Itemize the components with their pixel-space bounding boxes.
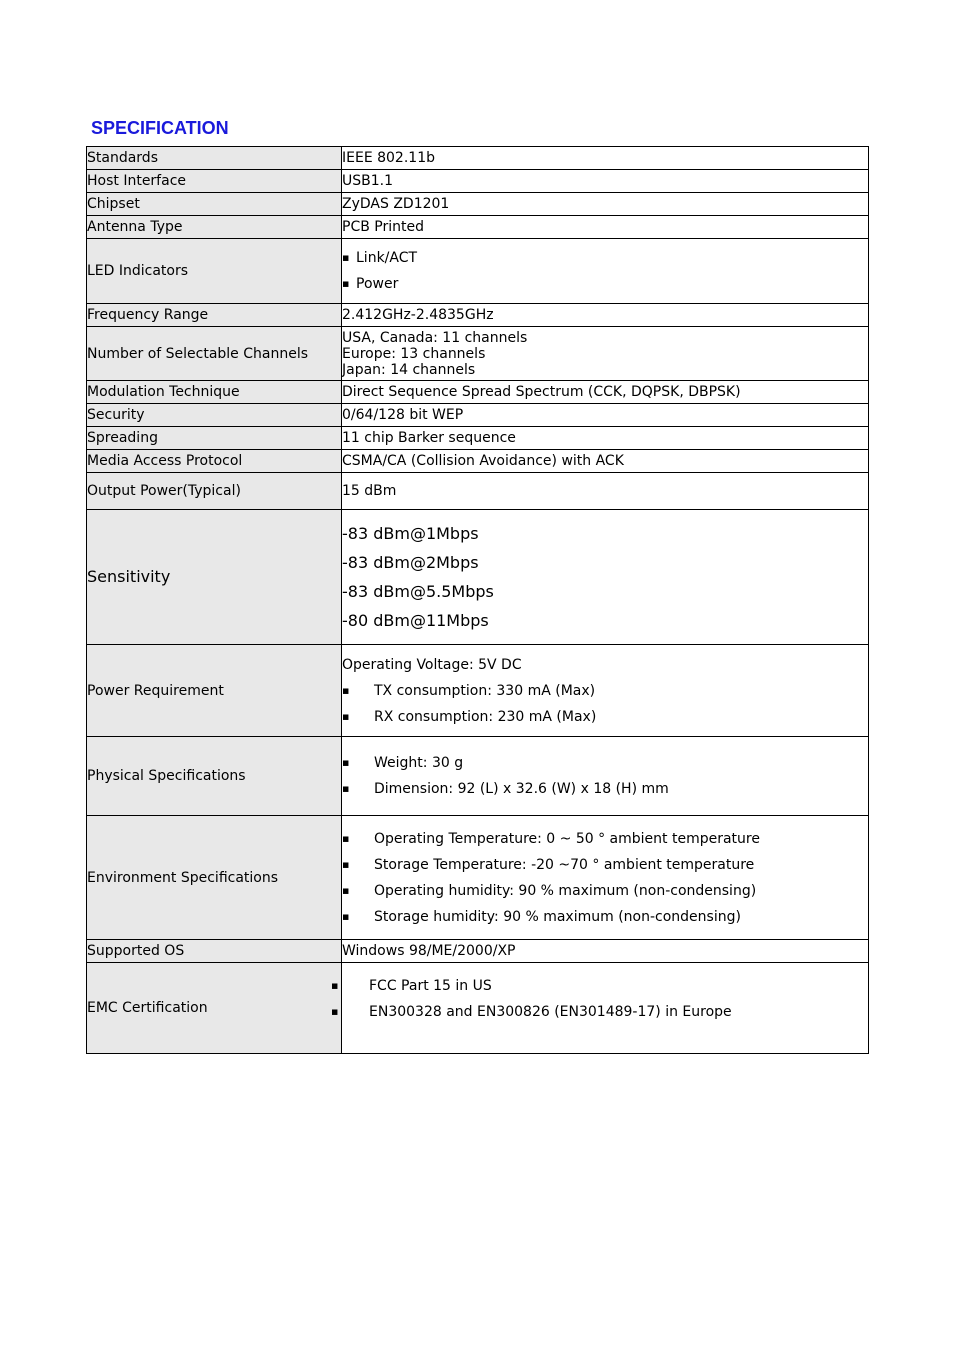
table-row [87, 427, 869, 450]
row-label: Chipset [87, 193, 342, 216]
row-label: Host Interface [87, 170, 342, 193]
list-item: ▪ TX consumption: 330 mA (Max) [342, 678, 868, 704]
row-label: Output Power(Typical) [87, 473, 342, 510]
list-item: ▪ Power [342, 271, 868, 297]
table-row [87, 147, 869, 170]
row-label: Antenna Type [87, 216, 342, 239]
table-row [87, 645, 869, 737]
row-value: IEEE 802.11b [342, 147, 869, 170]
list-item: ▪ RX consumption: 230 mA (Max) [342, 704, 868, 730]
table-row [87, 816, 869, 940]
table-row [87, 940, 869, 963]
list-item: ▪ Link/ACT [342, 245, 868, 271]
row-value [342, 963, 869, 1054]
list-item: ▪ Storage humidity: 90 % maximum (non-condensing) [342, 904, 868, 930]
row-value: 2.412GHz-2.4835GHz [342, 304, 869, 327]
row-label: Power Requirement [87, 645, 342, 737]
table-row [87, 737, 869, 816]
row-label: Spreading [87, 427, 342, 450]
row-label: Media Access Protocol [87, 450, 342, 473]
row-value [342, 239, 869, 304]
row-label: EMC Certification [87, 963, 342, 1054]
led-list [342, 245, 868, 297]
specification-table [86, 146, 869, 1054]
list-item: ▪ Dimension: 92 (L) x 32.6 (W) x 18 (H) mm [342, 776, 868, 802]
list-item: ▪ Operating humidity: 90 % maximum (non-condensing) [342, 878, 868, 904]
table-row [87, 216, 869, 239]
table-row [87, 327, 869, 381]
page-title: SPECIFICATION [91, 118, 229, 138]
environment-list [342, 826, 868, 930]
row-value: USB1.1 [342, 170, 869, 193]
list-item: ▪ Weight: 30 g [342, 750, 868, 776]
power-intro: Operating Voltage: 5V DC [342, 656, 522, 673]
table-row [87, 450, 869, 473]
row-label: Supported OS [87, 940, 342, 963]
table-row [87, 304, 869, 327]
sensitivity-line: -83 dBm@2Mbps [342, 553, 479, 572]
row-label: Number of Selectable Channels [87, 327, 342, 381]
row-value: 0/64/128 bit WEP [342, 404, 869, 427]
table-row [87, 239, 869, 304]
row-value: ZyDAS ZD1201 [342, 193, 869, 216]
table-row [87, 963, 869, 1054]
row-label: Standards [87, 147, 342, 170]
row-value [342, 510, 869, 645]
row-value: CSMA/CA (Collision Avoidance) with ACK [342, 450, 869, 473]
row-value [342, 327, 869, 381]
row-label: LED Indicators [87, 239, 342, 304]
table-row [87, 193, 869, 216]
table-row [87, 473, 869, 510]
row-label: Sensitivity [87, 510, 342, 645]
row-value: PCB Printed [342, 216, 869, 239]
emc-list [337, 973, 868, 1025]
row-value [342, 816, 869, 940]
list-item: ▪ Storage Temperature: -20 ~70 ° ambient temperature [342, 852, 868, 878]
channel-line: Japan: 14 channels [342, 361, 476, 378]
channel-line: Europe: 13 channels [342, 345, 486, 362]
physical-list [342, 750, 868, 802]
sensitivity-line: -80 dBm@11Mbps [342, 611, 489, 630]
channel-line: USA, Canada: 11 channels [342, 329, 528, 346]
list-item: ▪ Operating Temperature: 0 ~ 50 ° ambient temperature [342, 826, 868, 852]
list-item: ▪ FCC Part 15 in US [337, 973, 868, 999]
row-label: Modulation Technique [87, 381, 342, 404]
row-value: 11 chip Barker sequence [342, 427, 869, 450]
sensitivity-line: -83 dBm@1Mbps [342, 524, 479, 543]
row-value [342, 645, 869, 737]
row-value [342, 737, 869, 816]
row-label: Physical Specifications [87, 737, 342, 816]
table-row [87, 510, 869, 645]
row-label: Frequency Range [87, 304, 342, 327]
list-item: ▪ EN300328 and EN300826 (EN301489-17) in Europe [337, 999, 868, 1025]
table-row [87, 170, 869, 193]
row-label: Environment Specifications [87, 816, 342, 940]
sensitivity-line: -83 dBm@5.5Mbps [342, 582, 494, 601]
row-value: Windows 98/ME/2000/XP [342, 940, 869, 963]
table-row [87, 404, 869, 427]
row-value: Direct Sequence Spread Spectrum (CCK, DQPSK, DBPSK) [342, 381, 869, 404]
row-label: Security [87, 404, 342, 427]
table-row [87, 381, 869, 404]
row-value: 15 dBm [342, 473, 869, 510]
power-list [342, 678, 868, 730]
